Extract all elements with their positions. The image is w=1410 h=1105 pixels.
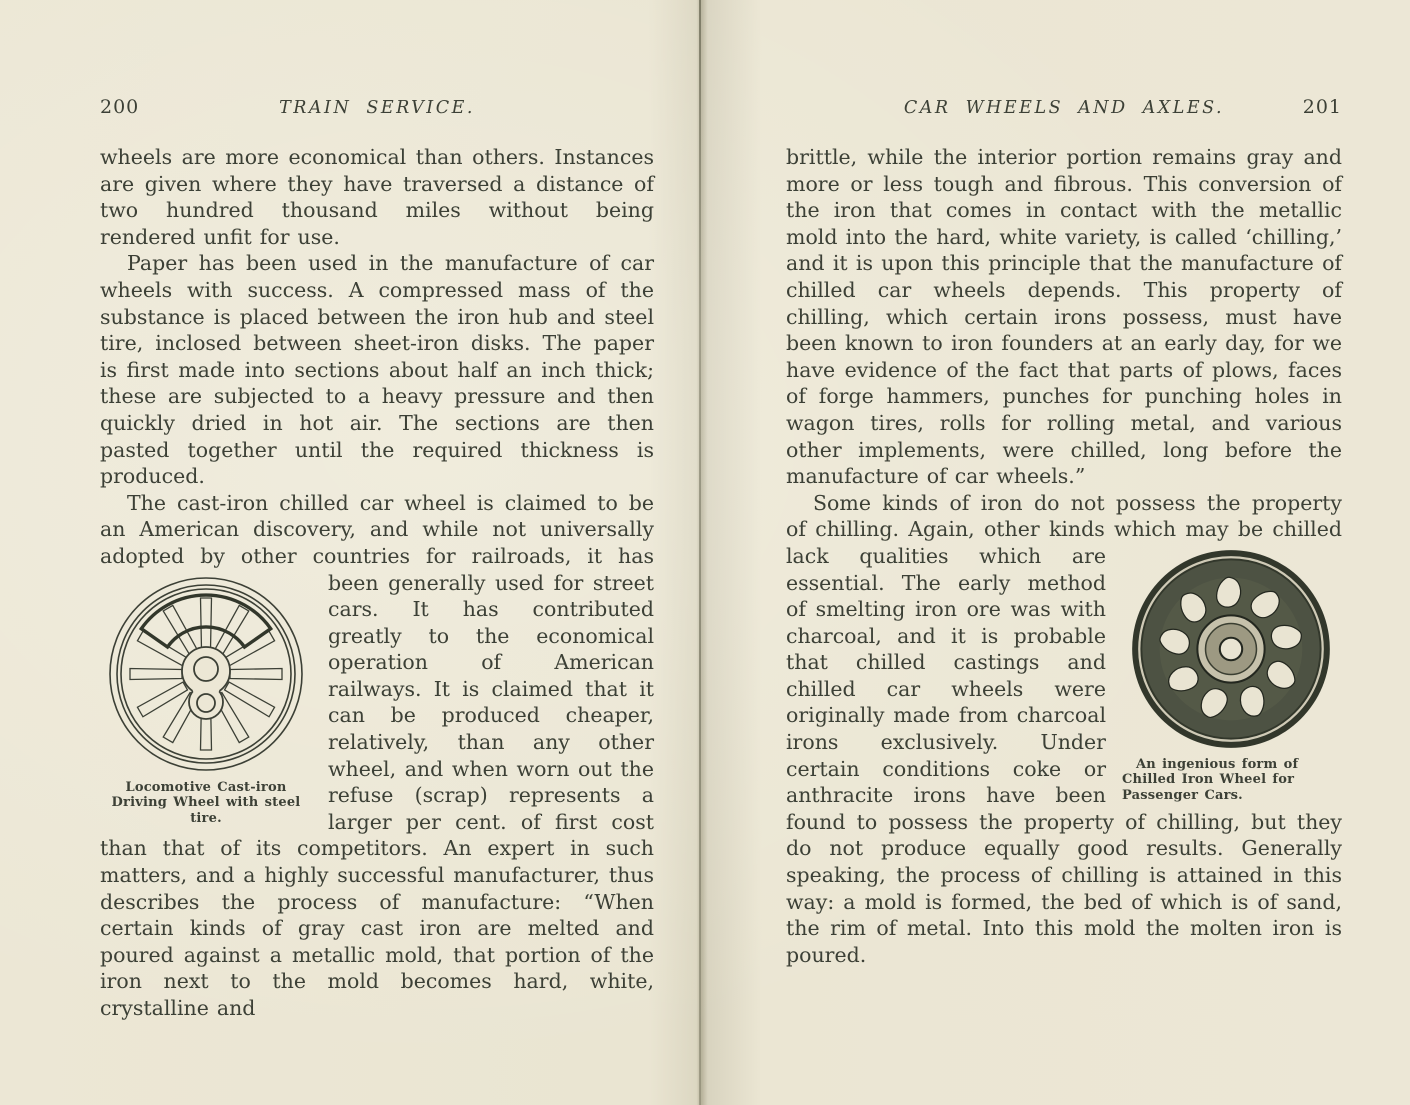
right-page-number: 201	[1302, 96, 1342, 118]
paragraph: brittle, while the interior portion remains gray and more or less tough and fibrous. This conversion of the iron that comes in contact with the metallic mold into the hard, white variety, is called ‘chilling,’ and it is upon this principle that the manufacture of chilled car wheels depends. This property of chilling, which certain irons possess, must have been known to iron founders at an early day, for we have evidence of the fact that parts of plows, faces of forge hammers, punches for punching holes in wagon tires, rolls for rolling metal, and various other implements, were chilled, long before the manufacture of car wheels.”	[786, 145, 1342, 489]
paragraph	[100, 490, 654, 1022]
page-gutter	[699, 0, 701, 1105]
figure-caption: Locomotive Cast-iron Driving Wheel with steel tire.	[111, 779, 301, 826]
paragraph-text: it has been generally used for street cars. It has contributed greatly to the economical operation of American railways. It is claimed that it can be produced cheaper, relatively, than any other wheel, and when worn out the refuse (scrap) represents a larger per cent. of first cost than that of its competitors. An expert in such matters, and a highly successful manufacturer, thus describes the process of manufacture: “When certain kinds of gray cast iron are melted and poured against a metallic mold, that portion of the iron next to the mold becomes hard, white, crystalline and	[100, 543, 654, 1020]
chilled-wheel-figure	[1120, 547, 1342, 804]
left-running-head: TRAIN SERVICE.	[279, 98, 475, 118]
left-page	[100, 96, 654, 1022]
paragraph-text: are essential. The early method of smelting iron ore was with charcoal, and it is probable that chilled castings and chilled car wheels were originally made from charcoal irons exclusively. Under certain conditions coke or anthracite irons have been found to possess the property of chilling, but they do not produce equally good results. Generally speaking, the process of chilling is attained in this way: a mold is formed, the bed of which is of sand, the rim of metal. Into this mold the molten iron is poured.	[786, 543, 1342, 967]
paragraph	[786, 490, 1342, 969]
paragraph-text: Some kinds of iron do not possess the property of chilling. Again, other kinds which may be chilled lack qualities which	[786, 490, 1342, 568]
left-page-number: 200	[100, 96, 140, 118]
paragraph-text: The cast-iron chilled car wheel is claimed to be an American discovery, and while not universally adopted by other countries for railroads,	[100, 490, 654, 568]
left-page-header	[100, 96, 654, 118]
locomotive-wheel-illustration	[106, 574, 306, 774]
right-page	[786, 96, 1342, 968]
locomotive-wheel-figure	[100, 574, 312, 827]
paragraph: wheels are more economical than others. Instances are given where they have traversed a distance of two hundred thousand miles without being rendered unfit for use.	[100, 145, 654, 249]
right-page-header	[786, 96, 1342, 118]
right-page-body	[786, 144, 1342, 968]
figure-caption: An ingenious form of Chilled Iron Wheel for Passenger Cars.	[1122, 756, 1299, 803]
right-running-head: CAR WHEELS AND AXLES.	[903, 98, 1225, 118]
left-page-body	[100, 144, 654, 1022]
paragraph: Paper has been used in the manufacture of car wheels with success. A compressed mass of the substance is placed between the iron hub and steel tire, inclosed between sheet-iron disks. The paper is first made into sections about half an inch thick; these are subjected to a heavy pressure and then quickly dried in hot air. The sections are then pasted together until the required thickness is produced.	[100, 251, 654, 489]
chilled-wheel-illustration	[1124, 547, 1338, 751]
